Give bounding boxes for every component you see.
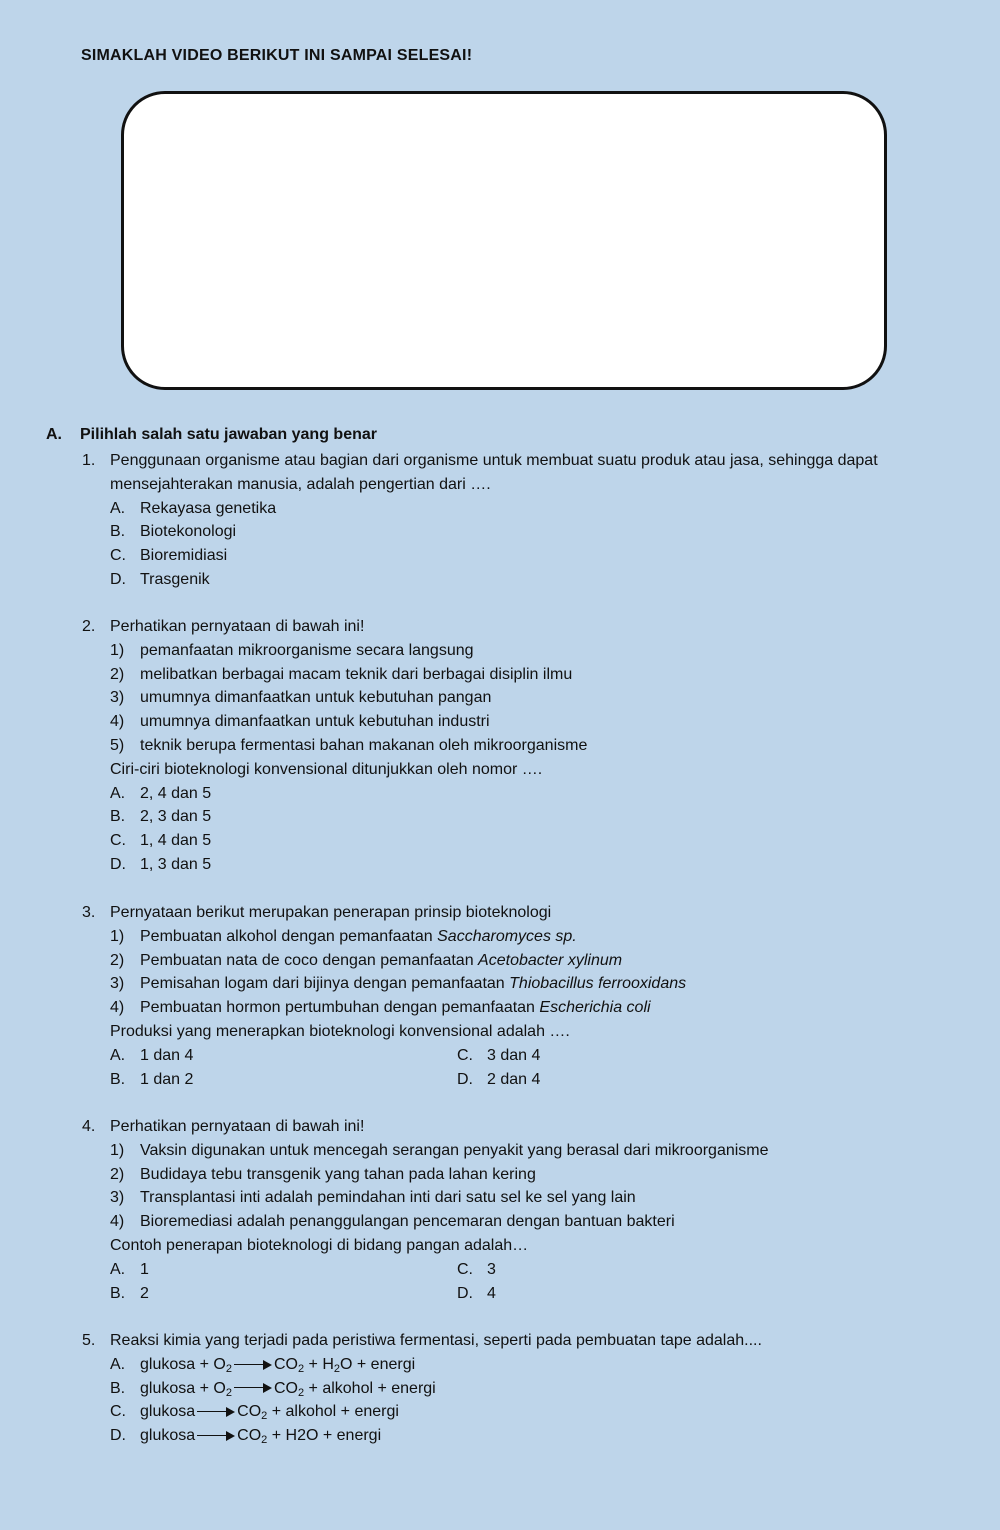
answer-option-a[interactable]: [110, 782, 970, 806]
organism-name: Thiobacillus ferrooxidans: [509, 975, 687, 993]
video-player-frame[interactable]: [121, 91, 887, 390]
section-heading-text: Pilihlah salah satu jawaban yang benar: [80, 426, 377, 443]
text-label: CO: [273, 1379, 298, 1397]
statement-item: [110, 734, 970, 758]
text-label: glukosa: [140, 1403, 196, 1421]
statement-item: [110, 1186, 970, 1210]
statement-item: [110, 686, 970, 710]
text-label: 1): [110, 1141, 125, 1159]
text-label: Bioremediasi adalah penanggulangan pencemaran dengan bantuan bakteri: [140, 1213, 675, 1231]
organism-name: Saccharomyces sp.: [437, 927, 577, 945]
text-label: 2: [261, 1434, 268, 1447]
text-label: Trasgenik: [140, 570, 210, 588]
text-label: glukosa + O: [140, 1379, 226, 1397]
answer-option-c[interactable]: [110, 544, 970, 568]
text-label: O + energi: [340, 1355, 416, 1373]
text-label: + H2O + energi: [267, 1427, 382, 1445]
question-text: Perhatikan pernyataan di bawah ini!: [110, 1118, 365, 1135]
question-text: Penggunaan organisme atau bagian dari organisme untuk membuat suatu produk atau jasa, sehingga dapat mensejahterakan manusia, adalah pengertian dari ….: [110, 452, 878, 493]
question-3: [82, 901, 970, 1091]
statement-item: [110, 949, 970, 973]
text-label: 3): [110, 975, 125, 993]
text-label: umumnya dimanfaatkan untuk kebutuhan pangan: [140, 689, 492, 707]
text-label: Budidaya tebu transgenik yang tahan pada lahan kering: [140, 1165, 536, 1183]
organism-name: Acetobacter xylinum: [478, 951, 623, 969]
statement-item: [110, 1139, 970, 1163]
question-1: [82, 449, 970, 592]
answer-option-d[interactable]: [110, 568, 970, 592]
answer-option-c[interactable]: [110, 829, 970, 853]
answer-option-d[interactable]: [110, 1424, 970, 1448]
answer-option-b[interactable]: [110, 520, 970, 544]
text-label: A.: [110, 1260, 126, 1278]
text-label: glukosa + O: [140, 1355, 226, 1373]
text-label: A.: [110, 1355, 126, 1373]
text-label: Bioremidiasi: [140, 547, 228, 565]
text-label: 4): [110, 713, 125, 731]
text-label: C.: [457, 1046, 473, 1064]
text-label: 2, 4 dan 5: [140, 784, 212, 802]
text-label: Pembuatan nata de coco dengan pemanfaatan: [140, 951, 479, 969]
text-label: B.: [110, 1070, 126, 1088]
reaction-arrow-icon: [197, 1431, 235, 1441]
text-label: D.: [457, 1284, 473, 1302]
question-number: 3.: [82, 904, 96, 921]
text-label: 2: [140, 1284, 149, 1302]
question-4: [82, 1115, 970, 1305]
answer-option-c[interactable]: [457, 1258, 804, 1282]
statement-item: [110, 1163, 970, 1187]
reaction-arrow-icon: [197, 1407, 235, 1417]
question-text: Perhatikan pernyataan di bawah ini!: [110, 618, 365, 635]
text-label: + H: [304, 1355, 334, 1373]
text-label: melibatkan berbagai macam teknik dari berbagai disiplin ilmu: [140, 665, 573, 683]
text-label: D.: [110, 855, 126, 873]
page-title: SIMAKLAH VIDEO BERIKUT INI SAMPAI SELESAI!: [81, 47, 473, 64]
answer-option-b[interactable]: [110, 1068, 457, 1092]
text-label: + alkohol + energi: [304, 1379, 436, 1397]
text-label: C.: [110, 832, 126, 850]
text-label: 3): [110, 689, 125, 707]
question-2: [82, 615, 970, 877]
question-number: 5.: [82, 1332, 96, 1349]
statement-item: [110, 639, 970, 663]
text-label: B.: [110, 1379, 126, 1397]
text-label: CO: [273, 1355, 298, 1373]
answer-option-c[interactable]: [457, 1044, 804, 1068]
text-label: Rekayasa genetika: [140, 499, 277, 517]
text-label: Biotekonologi: [140, 523, 237, 541]
answer-option-a[interactable]: [110, 1258, 457, 1282]
text-label: Pemisahan logam dari bijinya dengan pemanfaatan: [140, 975, 510, 993]
text-label: D.: [110, 1427, 126, 1445]
text-label: 2: [225, 1362, 232, 1375]
text-label: C.: [457, 1260, 473, 1278]
answer-option-a[interactable]: [110, 1353, 970, 1377]
answer-option-d[interactable]: [110, 853, 970, 877]
text-label: + alkohol + energi: [267, 1403, 399, 1421]
question-prompt: Contoh penerapan bioteknologi di bidang pangan adalah…: [110, 1236, 529, 1254]
statement-item: [110, 663, 970, 687]
answer-option-b[interactable]: [110, 1282, 457, 1306]
text-label: A.: [110, 499, 126, 517]
text-label: 3 dan 4: [487, 1046, 541, 1064]
text-label: 2): [110, 951, 125, 969]
text-label: 2 dan 4: [487, 1070, 541, 1088]
text-label: A.: [110, 784, 126, 802]
statement-item: [110, 1210, 970, 1234]
text-label: 3: [487, 1260, 496, 1278]
section-heading: [46, 426, 377, 444]
question-prompt: Ciri-ciri bioteknologi konvensional ditunjukkan oleh nomor ….: [110, 760, 543, 778]
text-label: B.: [110, 1284, 126, 1302]
text-label: 4): [110, 1213, 125, 1231]
question-prompt: Produksi yang menerapkan bioteknologi konvensional adalah ….: [110, 1022, 570, 1040]
text-label: 2: [333, 1362, 340, 1375]
text-label: Transplantasi inti adalah pemindahan inti dari satu sel ke sel yang lain: [140, 1189, 636, 1207]
text-label: 2: [261, 1410, 268, 1423]
text-label: Vaksin digunakan untuk mencegah serangan penyakit yang berasal dari mikroorganisme: [140, 1141, 769, 1159]
text-label: 2: [297, 1386, 305, 1399]
text-label: 1 dan 2: [140, 1070, 194, 1088]
answer-option-a[interactable]: [110, 1044, 457, 1068]
text-label: Pembuatan hormon pertumbuhan dengan pemanfaatan: [140, 999, 540, 1017]
answer-option-b[interactable]: [110, 1377, 970, 1401]
text-label: C.: [110, 1403, 126, 1421]
text-label: B.: [110, 808, 126, 826]
text-label: glukosa: [140, 1427, 196, 1445]
statement-item: [110, 925, 970, 949]
text-label: 1): [110, 641, 125, 659]
text-label: 4): [110, 999, 125, 1017]
answer-option-b[interactable]: [110, 805, 970, 829]
reaction-arrow-icon: [234, 1383, 272, 1393]
text-label: D.: [110, 570, 126, 588]
question-number: 4.: [82, 1118, 96, 1135]
text-label: pemanfaatan mikroorganisme secara langsung: [140, 641, 474, 659]
question-number: 1.: [82, 452, 96, 469]
answer-option-d[interactable]: [457, 1068, 804, 1092]
text-label: 1, 4 dan 5: [140, 832, 212, 850]
text-label: 4: [487, 1284, 496, 1302]
text-label: 2): [110, 1165, 125, 1183]
text-label: 5): [110, 736, 125, 754]
section-letter: A.: [46, 426, 62, 443]
text-label: A.: [110, 1046, 126, 1064]
text-label: Pembuatan alkohol dengan pemanfaatan: [140, 927, 438, 945]
text-label: 1, 3 dan 5: [140, 855, 212, 873]
text-label: D.: [457, 1070, 473, 1088]
question-text: Reaksi kimia yang terjadi pada peristiwa fermentasi, seperti pada pembuatan tape adalah....: [110, 1332, 762, 1349]
text-label: umumnya dimanfaatkan untuk kebutuhan industri: [140, 713, 490, 731]
text-label: 2): [110, 665, 125, 683]
question-text: Pernyataan berikut merupakan penerapan prinsip bioteknologi: [110, 904, 552, 921]
statement-item: [110, 710, 970, 734]
text-label: 1: [140, 1260, 149, 1278]
text-label: 3): [110, 1189, 125, 1207]
text-label: C.: [110, 547, 126, 565]
statement-item: [110, 996, 970, 1020]
question-5: [82, 1329, 970, 1448]
text-label: CO: [237, 1403, 262, 1421]
text-label: 2: [225, 1386, 232, 1399]
text-label: 2, 3 dan 5: [140, 808, 212, 826]
answer-option-a[interactable]: [110, 497, 970, 521]
statement-item: [110, 972, 970, 996]
answer-option-c[interactable]: [110, 1400, 970, 1424]
text-label: 1 dan 4: [140, 1046, 194, 1064]
text-label: 2: [297, 1362, 305, 1375]
question-number: 2.: [82, 618, 96, 635]
reaction-arrow-icon: [234, 1360, 272, 1370]
text-label: teknik berupa fermentasi bahan makanan oleh mikroorganisme: [140, 736, 588, 754]
organism-name: Escherichia coli: [539, 999, 651, 1017]
text-label: B.: [110, 523, 126, 541]
text-label: 1): [110, 927, 125, 945]
answer-option-d[interactable]: [457, 1282, 804, 1306]
text-label: CO: [237, 1427, 262, 1445]
